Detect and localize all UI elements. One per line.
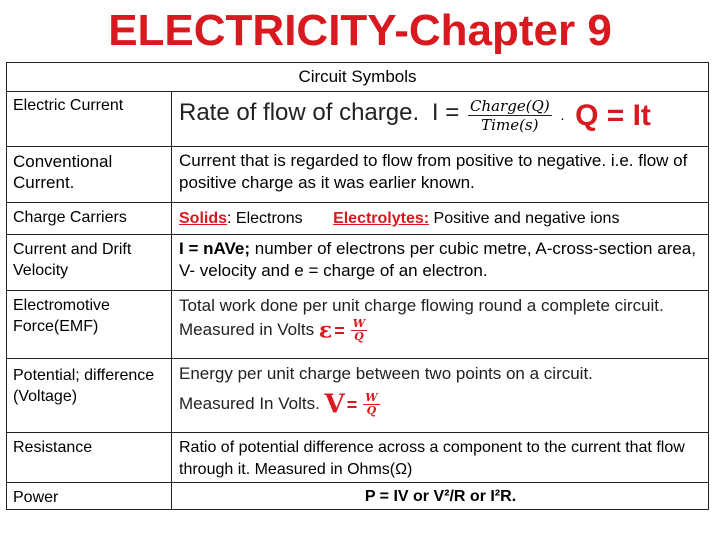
potential-formula-line [179,389,702,420]
current-formula: Q = It [575,98,651,132]
solids-value: : Electrons [227,210,303,227]
row-label: Charge Carriers [13,209,127,226]
row-label: Electromotive Force(EMF) [13,297,110,335]
fraction-denominator: Q [366,404,377,418]
drift-description: number of electrons per cubic metre, A-cross-section area, V- velocity and e = charge of an electron. [179,239,696,280]
current-definition: Rate of flow of charge. [179,98,420,126]
emf-definition: Total work done per unit charge flowing round a complete circuit. [179,296,664,315]
row-electric-current [7,91,708,147]
power-formula: P = IV or V²/R or I²R. [364,488,517,505]
row-label: Electric Current [13,97,124,114]
row-content [179,238,702,282]
emf-equals: = [334,320,345,341]
page-title: ELECTRICITY-Chapter 9 [108,6,612,55]
row-power [7,483,708,510]
row-potential-difference [7,359,708,433]
row-conventional-current [7,147,708,203]
fraction-denominator: Q [354,330,364,344]
potential-units: Measured In Volts. [179,394,320,413]
row-content [179,294,702,343]
emf-formula-line [179,318,702,343]
row-label: Potential; difference (Voltage) [13,367,155,405]
row-content [179,362,702,420]
row-resistance [7,433,708,483]
row-label: Current and Drift Velocity [13,241,132,279]
row-label: Conventional Current. [13,152,113,192]
electrolytes-key: Electrolytes: [333,210,430,227]
fraction-numerator: W [352,317,366,331]
row-content [179,97,702,134]
potential-definition: Energy per unit charge between two points on a circuit. [179,364,593,383]
row-label: Resistance [13,439,93,456]
potential-symbol: V [324,389,345,420]
potential-equals: = [346,394,358,415]
row-charge-carriers [7,203,708,235]
emf-units: Measured in Volts [179,320,315,339]
row-content: Ratio of potential difference across a component to the current that flow through it. Measured in Ohms(Ω) [179,439,685,478]
row-content [179,208,702,230]
fraction-denominator: Time(s) [481,116,539,134]
fraction-numerator: Charge(Q) [469,97,550,115]
current-fraction [468,97,552,134]
drift-formula: I = nAVe; [179,239,251,258]
fraction-numerator: W [365,391,378,405]
row-content: Current that is regarded to flow from positive to negative. i.e. flow of positive charge as it was earlier known. [179,151,688,192]
electrolytes-value: Positive and negative ions [429,210,620,227]
fraction-dot: . [560,106,565,123]
row-drift-velocity [7,235,708,291]
solids-key: Solids [179,210,228,227]
row-label: Power [13,489,59,506]
emf-fraction [351,318,367,343]
emf-symbol: ε [318,317,333,344]
potential-fraction [363,392,379,417]
table-caption: Circuit Symbols [7,63,708,92]
current-i-equals: I = [431,98,460,126]
symbols-table [6,62,709,510]
row-emf [7,291,708,359]
